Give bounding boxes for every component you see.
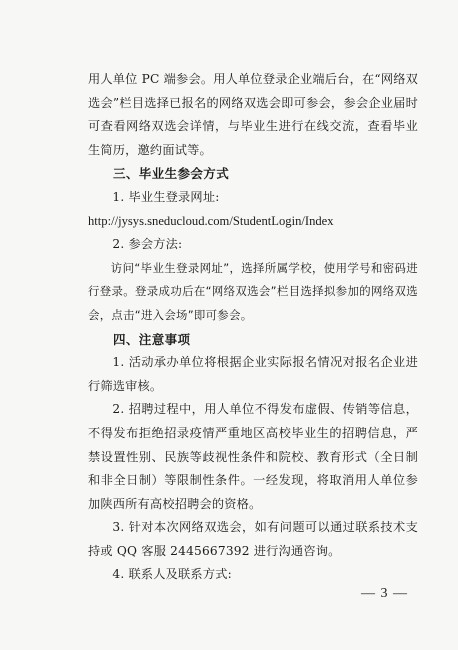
participation-method-label: 2. 参会方法:: [112, 237, 183, 252]
participation-method-text: 访问“毕业生登录网址”，选择所属学校，使用学号和密码进行登录。登录成功后在“网络双选会”栏目选择拟参加的网络双选会，点击“进入会场”即可参会。: [88, 260, 418, 322]
note-item-1: 1. 活动承办单位将根据企业实际报名情况对报名企业进行筛选审核。: [88, 355, 418, 393]
section-heading-graduate-participation: 三、毕业生参会方式: [113, 166, 230, 182]
note-item-3: 3. 针对本次网络双选会，如有问题可以通过联系技术支持或 QQ 客服 2445667392 进行沟通咨询。: [88, 520, 418, 558]
graduate-login-url-label: 1. 毕业生登录网址:: [112, 189, 220, 204]
page-number: — 3 —: [361, 586, 408, 601]
graduate-login-url: http://jysys.sneducloud.com/StudentLogin/Index: [88, 213, 334, 228]
paragraph-employer-pc-participation: 用人单位 PC 端参会。用人单位登录企业端后台，在“网络双选会”栏目选择已报名的网络双选会即可参会，参会企业届时可查看网络双选会详情，与毕业生进行在线交流，查看毕业生简历，邀约面试等。: [88, 72, 418, 157]
section-heading-notes: 四、注意事项: [113, 331, 191, 347]
document-body: [88, 68, 418, 587]
note-item-2: 2. 招聘过程中，用人单位不得发布虚假、传销等信息，不得发布拒绝招录疫情严重地区高校毕业生的招聘信息，严禁设置性别、民族等歧视性条件和院校、教育形式（全日制和非全日制）等限制性条件。一经发现，将取消用人单位参加陕西所有高校招聘会的资格。: [88, 402, 418, 511]
note-item-4: 4. 联系人及联系方式:: [112, 567, 232, 582]
